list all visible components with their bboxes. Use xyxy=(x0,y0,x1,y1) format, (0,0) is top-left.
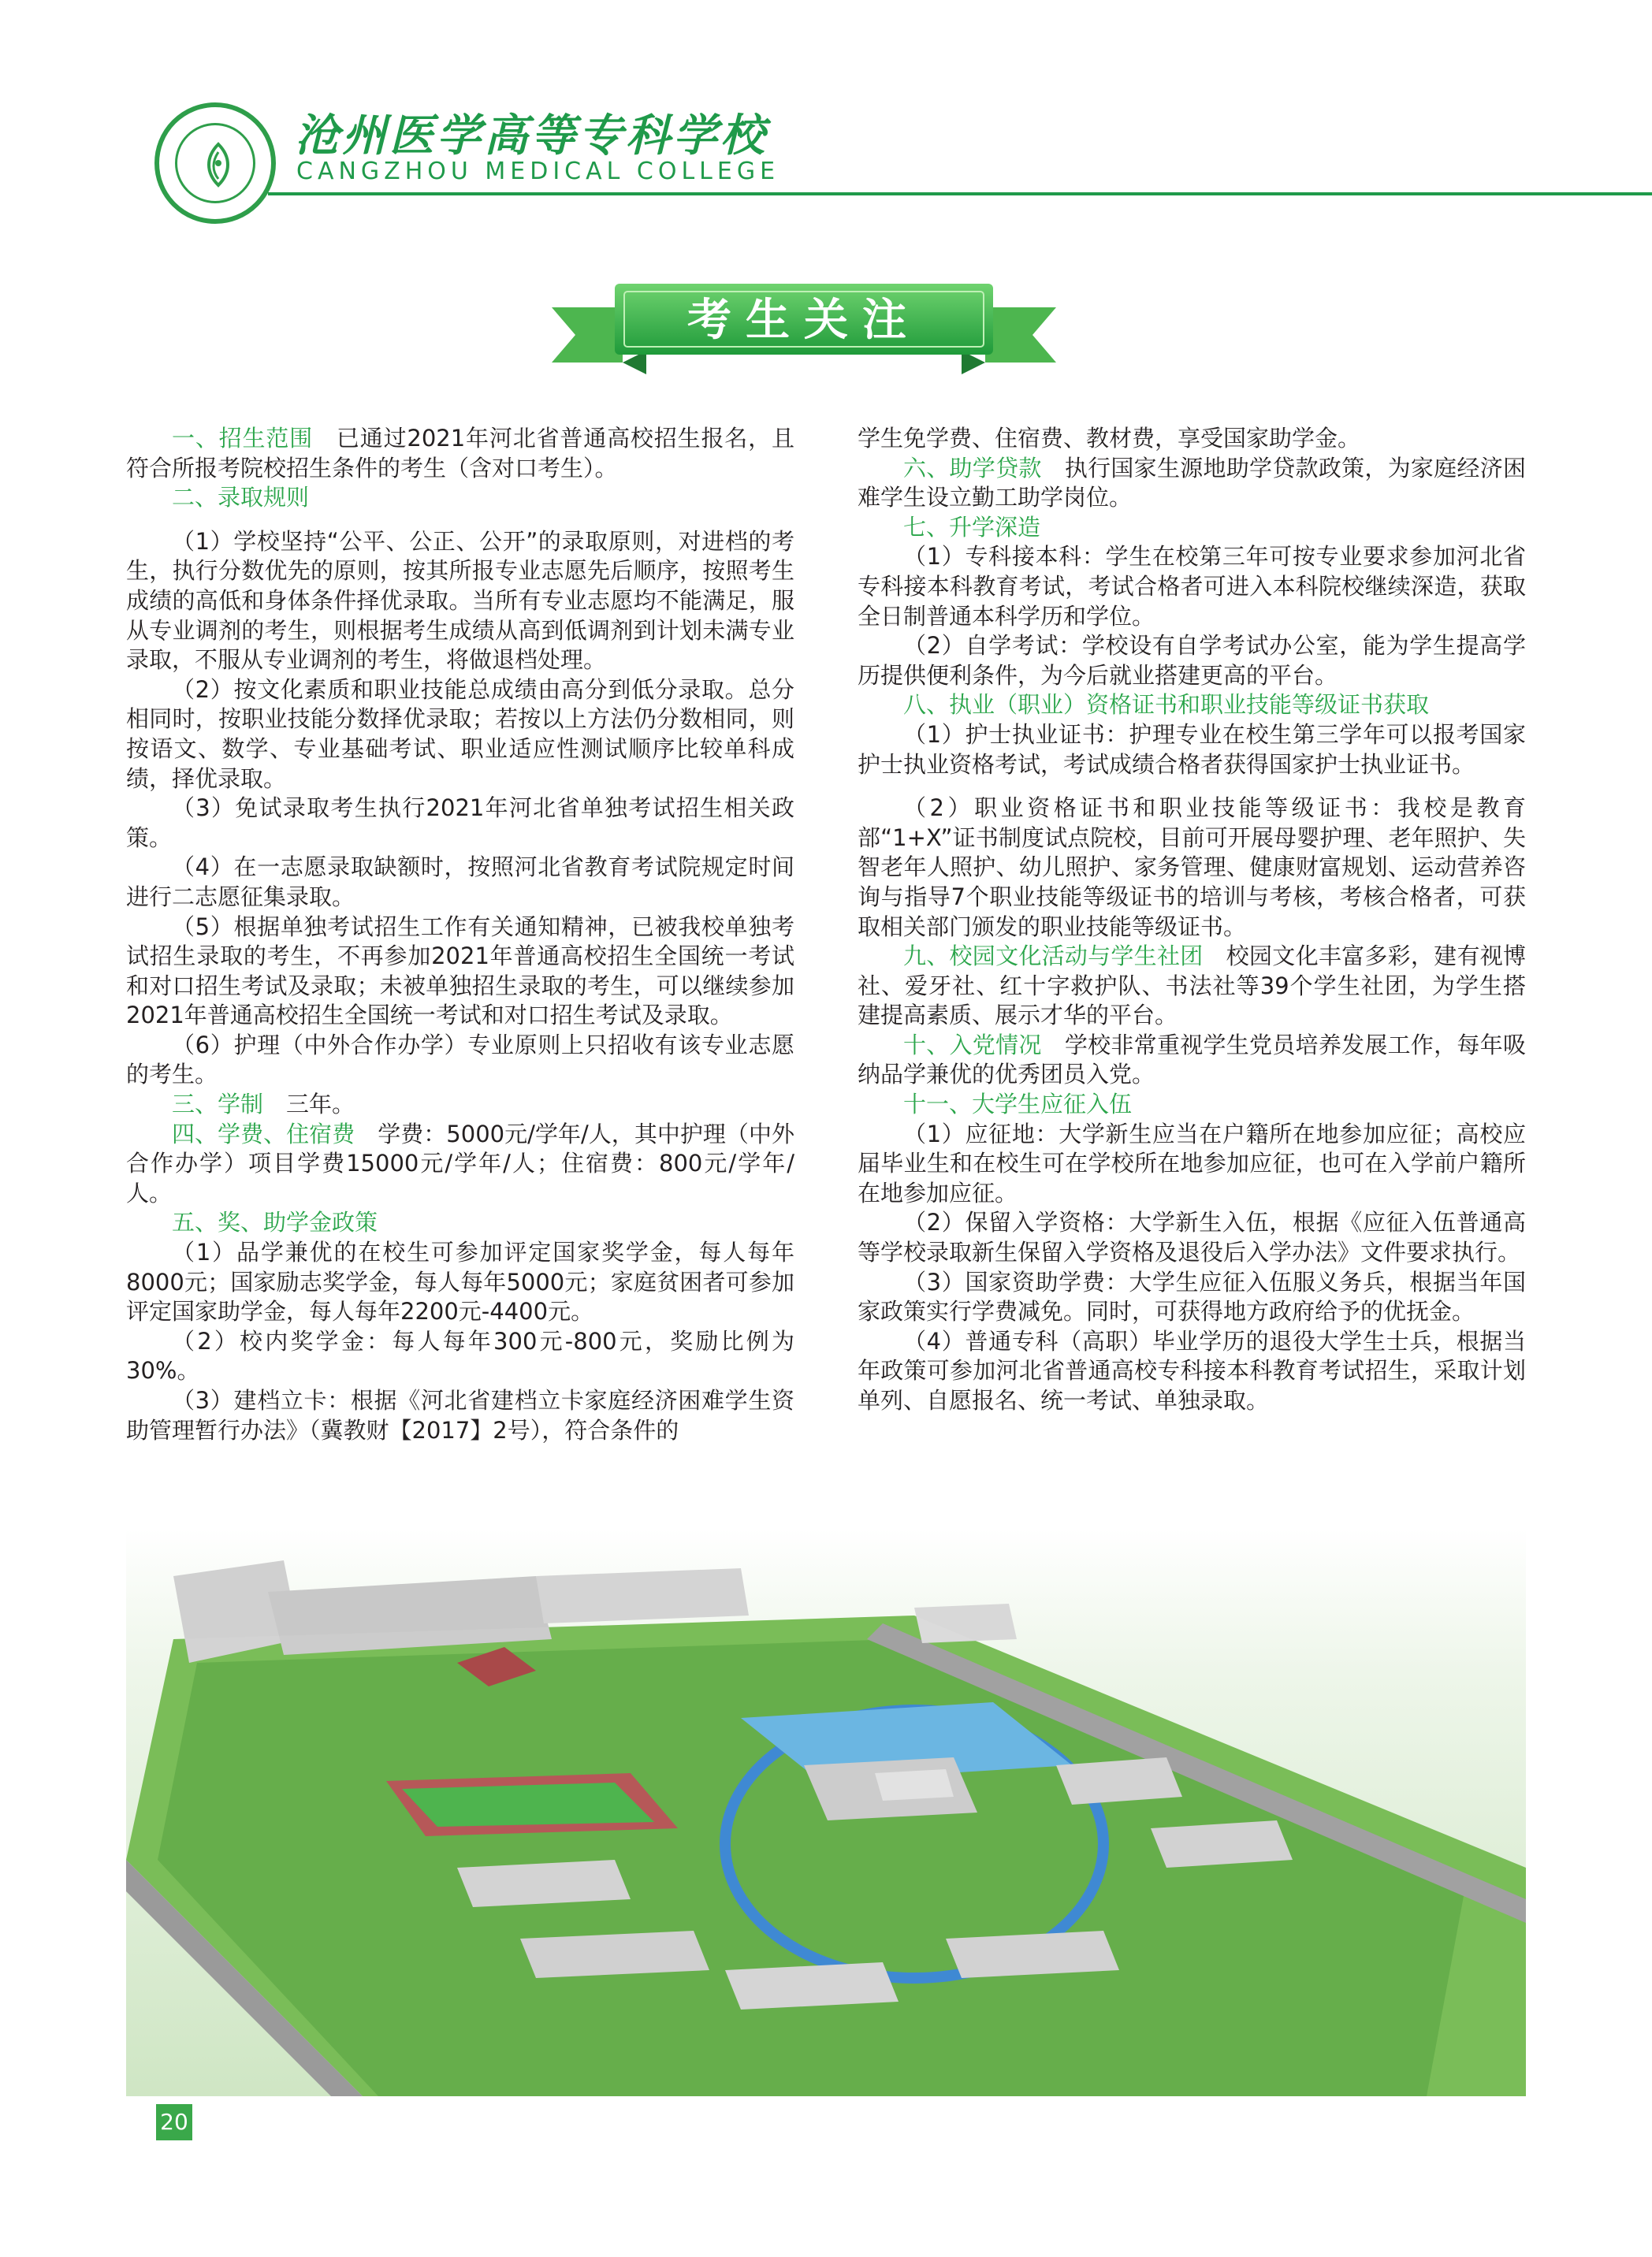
paragraph-text: （3）建档立卡：根据《河北省建档立卡家庭经济困难学生资助管理暂行办法》（冀教财【2017】2号），符合条件的 xyxy=(126,1387,794,1444)
paragraph xyxy=(858,454,1526,513)
paragraph xyxy=(126,913,794,1031)
paragraph-text: 学生免学费、住宿费、教材费，享受国家助学金。 xyxy=(858,425,1361,452)
page-number: 20 xyxy=(156,2104,192,2140)
paragraph-text: （2）校内奖学金：每人每年300元-800元，奖励比例为30%。 xyxy=(126,1327,794,1385)
paragraph xyxy=(858,942,1526,1031)
paragraph-text: （3）国家资助学费：大学生应征入伍服义务兵，根据当年国家政策实行学费减免。同时，可获得地方政府给予的优抚金。 xyxy=(858,1268,1526,1326)
paragraph-text: （4）在一志愿录取缺额时，按照河北省教育考试院规定时间进行二志愿征集录取。 xyxy=(126,853,794,910)
paragraph-text: 已通过2021年河北省普通高校招生报名，且符合所报考院校招生条件的考生（含对口考生）。 xyxy=(126,425,794,482)
paragraph xyxy=(126,794,794,853)
header-divider xyxy=(268,192,1652,195)
paragraph xyxy=(126,424,794,483)
paragraph-text: （1）护士执业证书：护理专业在校生第三学年可以报考国家护士执业资格考试，考试成绩合格者获得国家护士执业证书。 xyxy=(858,720,1526,778)
paragraph-text: 三年。 xyxy=(263,1091,355,1118)
paragraph xyxy=(126,1090,794,1120)
logo-inner-ring xyxy=(175,123,255,203)
paragraph-text: （4）普通专科（高职）毕业学历的退役大学生士兵，根据当年政策可参加河北省普通高校专科接本科教育考试招生，采取计划单列、自愿报名、统一考试、单独录取。 xyxy=(858,1327,1526,1414)
paragraph-text: （5）根据单独考试招生工作有关通知精神，已被我校单独考试招生录取的考生，不再参加2021年普通高校招生全国统一考试和对口招生考试及录取；未被单独招生录取的考生，可以继续参加2021年普通高校招生全国统一考试和对口招生考试及录取。 xyxy=(126,913,794,1029)
paragraph xyxy=(858,1208,1526,1267)
section-heading: 十、入党情况 xyxy=(903,1031,1042,1058)
paragraph xyxy=(858,1090,1526,1120)
paragraph xyxy=(858,424,1526,454)
section-heading: 八、执业（职业）资格证书和职业技能等级证书获取 xyxy=(903,691,1430,719)
paragraph-text: （3）免试录取考生执行2021年河北省单独考试招生相关政策。 xyxy=(126,794,794,851)
banner-title: 考生关注 xyxy=(687,295,921,346)
paragraph-text: （1）专科接本科：学生在校第三年可按专业要求参加河北省专科接本科教育考试，考试合格者可进入本科院校继续深造，获取全日制普通本科学历和学位。 xyxy=(858,543,1526,630)
paragraph xyxy=(858,1268,1526,1327)
section-heading: 十一、大学生应征入伍 xyxy=(903,1091,1133,1118)
paragraph xyxy=(858,1120,1526,1209)
paragraph xyxy=(126,853,794,912)
section-heading: 一、招生范围 xyxy=(172,425,314,452)
paragraph xyxy=(858,1031,1526,1090)
paragraph xyxy=(858,542,1526,631)
paragraph-text: （1）应征地：大学新生应当在户籍所在地参加应征；高校应届毕业生和在校生可在学校所在地参加应征，也可在入学前户籍所在地参加应征。 xyxy=(858,1120,1526,1207)
paragraph-text: 执行国家生源地助学贷款政策，为家庭经济困难学生设立勤工助学岗位。 xyxy=(858,454,1526,511)
paragraph-text: 学校非常重视学生党员培养发展工作，每年吸纳品学兼优的优秀团员入党。 xyxy=(858,1031,1526,1088)
paragraph xyxy=(126,527,794,675)
paragraph-text: （2）按文化素质和职业技能总成绩由高分到低分录取。总分相同时，按职业技能分数择优录取；若按以上方法仍分数相同，则按语文、数学、专业基础考试、职业适应性测试顺序比较单科成绩，择优录取。 xyxy=(126,675,794,792)
paragraph-text: 校园文化丰富多彩，建有视博社、爱牙社、红十字救护队、书法社等39个学生社团，为学生搭建提高素质、展示才华的平台。 xyxy=(858,943,1526,1029)
paragraph xyxy=(126,1120,794,1209)
paragraph xyxy=(858,690,1526,720)
paragraph-text: （2）保留入学资格：大学新生入伍，根据《应征入伍普通高等学校录取新生保留入学资格及退役后入学办法》文件要求执行。 xyxy=(858,1209,1526,1266)
section-heading: 三、学制 xyxy=(172,1091,264,1118)
paragraph-text: （2）自学考试：学校设有自学考试办公室，能为学生提高学历提供便利条件，为今后就业搭建更高的平台。 xyxy=(858,632,1526,689)
paragraph-text: 学费：5000元/学年/人，其中护理（中外合作办学）项目学费15000元/学年/人；住宿费：800元/学年/人。 xyxy=(126,1120,794,1207)
school-name-en: CANGZHOU MEDICAL COLLEGE xyxy=(296,158,780,185)
paragraph xyxy=(858,513,1526,543)
left-column xyxy=(126,424,794,1445)
school-name-cn: 沧州医学高等专科学校 xyxy=(295,110,768,162)
section-heading: 四、学费、住宿费 xyxy=(172,1120,355,1147)
section-heading: 二、录取规则 xyxy=(172,484,310,511)
paragraph xyxy=(858,794,1526,942)
paragraph-text: （1）品学兼优的在校生可参加评定国家奖学金，每人每年8000元；国家励志奖学金，每人每年5000元；家庭贫困者可参加评定国家助学金，每人每年2200元-4400元。 xyxy=(126,1239,794,1326)
paragraph xyxy=(126,1327,794,1386)
paragraph-text: （2）职业资格证书和职业技能等级证书：我校是教育部“1+X”证书制度试点院校，目前可开展母婴护理、老年照护、失智老年人照护、幼儿照护、家务管理、健康财富规划、运动营养咨询与指导7个职业技能等级证书的培训与考核，考核合格者，可获取相关部门颁发的职业技能等级证书。 xyxy=(858,794,1526,940)
paragraph xyxy=(126,1031,794,1090)
logo-emblem-icon xyxy=(198,141,239,188)
paragraph xyxy=(126,1208,794,1238)
section-heading: 五、奖、助学金政策 xyxy=(172,1209,378,1236)
school-logo xyxy=(154,102,276,224)
section-heading: 七、升学深造 xyxy=(903,513,1041,541)
paragraph-text: （6）护理（中外合作办学）专业原则上只招收有该专业志愿的考生。 xyxy=(126,1031,794,1088)
paragraph xyxy=(858,631,1526,690)
paragraph-text: （1）学校坚持“公平、公正、公开”的录取原则，对进档的考生，执行分数优先的原则，按其所报专业志愿先后顺序，按照考生成绩的高低和身体条件择优录取。当所有专业志愿均不能满足，服从专业调剂的考生，则根据考生成绩从高到低调剂到计划未满专业录取，不服从专业调剂的考生，将做退档处理。 xyxy=(126,527,794,674)
paragraph xyxy=(858,720,1526,779)
paragraph xyxy=(858,1327,1526,1416)
campus-aerial-image xyxy=(126,1529,1526,2096)
paragraph xyxy=(126,1238,794,1327)
paragraph xyxy=(126,483,794,513)
paragraph xyxy=(126,675,794,794)
right-column xyxy=(858,424,1526,1416)
section-heading: 六、助学贷款 xyxy=(903,454,1042,482)
section-heading: 九、校园文化活动与学生社团 xyxy=(903,943,1204,970)
paragraph xyxy=(126,1386,794,1445)
